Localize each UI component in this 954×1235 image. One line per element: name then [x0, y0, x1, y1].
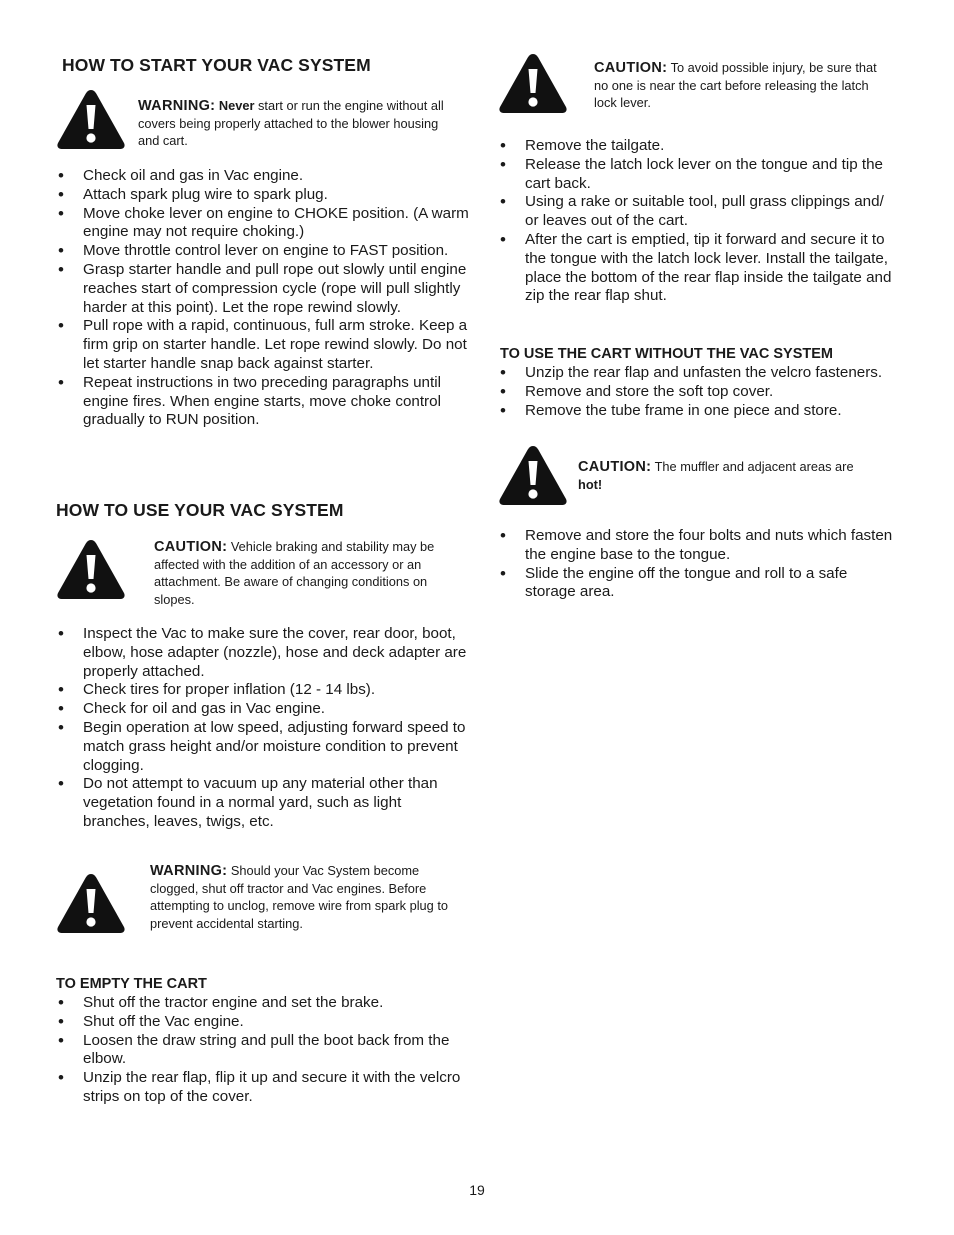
caution-keyword: CAUTION:	[594, 60, 668, 76]
list-item: • Shut off the Vac engine.	[56, 1013, 470, 1032]
list-item: • Using a rake or suitable tool, pull grass clippings and/ or leaves out of the cart.	[498, 193, 900, 231]
list-item: • Grasp starter handle and pull rope out slowly until engine reaches start of compression cycle (rope will pull slightly harder at this point). Let the rope rewind slowly.	[56, 261, 470, 317]
list-item: • Unzip the rear flap, flip it up and secure it with the velcro strips on top of the cover.	[56, 1069, 470, 1107]
list-item: • Loosen the draw string and pull the boot back from the elbow.	[56, 1032, 470, 1070]
list-item: • Repeat instructions in two preceding paragraphs until engine fires. When engine starts, move choke control gradually to RUN position.	[56, 374, 470, 430]
muffler-caution-notice	[498, 444, 898, 506]
list-item: • Shut off the tractor engine and set the brake.	[56, 994, 470, 1013]
caution-bold-word: hot!	[578, 477, 603, 493]
list-item: • Release the latch lock lever on the tongue and tip the cart back.	[498, 156, 900, 194]
start-section-heading: HOW TO START YOUR VAC SYSTEM	[62, 55, 371, 75]
start-warning-notice	[56, 88, 466, 154]
list-item: • Slide the engine off the tongue and roll to a safe storage area.	[498, 565, 900, 603]
caution-text: To avoid possible injury, be sure that no one is near the cart before releasing the latch lock lever.	[594, 60, 877, 111]
warning-bold-word: Never	[218, 98, 255, 113]
list-item: • After the cart is emptied, tip it forward and secure it to the tongue with the latch lock lever. Install the tailgate, place the bottom of the rear flap inside the tailgate and zip the rear flap shut.	[498, 231, 900, 306]
list-item: • Check oil and gas in Vac engine.	[56, 167, 470, 186]
list-item: • Unzip the rear flap and unfasten the velcro fasteners.	[498, 364, 900, 383]
caution-text: Vehicle braking and stability may be affected with the addition of an accessory or an attachment. Be aware of changing conditions on slopes.	[154, 539, 435, 607]
empty-cart-continued-list	[498, 137, 900, 306]
list-item: • Check for oil and gas in Vac engine.	[56, 700, 470, 719]
use-steps-list	[56, 625, 470, 832]
list-item: • Check tires for proper inflation (12 - 14 lbs).	[56, 681, 470, 700]
list-item: • Do not attempt to vacuum up any material other than vegetation found in a normal yard, such as light branches, leaves, twigs, etc.	[56, 775, 470, 831]
without-vac-list	[498, 364, 900, 420]
list-item: • Remove and store the four bolts and nuts which fasten the engine base to the tongue.	[498, 527, 900, 565]
list-item: • Begin operation at low speed, adjusting forward speed to match grass height and/or moisture condition to prevent clogging.	[56, 719, 470, 775]
list-item: • Remove the tube frame in one piece and store.	[498, 402, 900, 421]
warning-keyword: WARNING:	[150, 863, 228, 879]
warning-text: start or run the engine without all covers being properly attached to the blower housing and cart.	[138, 98, 444, 149]
use-section-heading: HOW TO USE YOUR VAC SYSTEM	[56, 500, 344, 520]
list-item: • Pull rope with a rapid, continuous, full arm stroke. Keep a firm grip on starter handle. Let rope rewind slowly. Do not let starter handle snap back against starter.	[56, 317, 470, 373]
list-item: • Move choke lever on engine to CHOKE position. (A warm engine may not require choking.)	[56, 205, 470, 243]
list-item: • Move throttle control lever on engine to FAST position.	[56, 242, 470, 261]
latch-caution-notice	[498, 52, 898, 116]
warning-triangle-icon	[56, 88, 126, 150]
warning-triangle-icon	[498, 444, 568, 506]
engine-removal-list	[498, 527, 900, 602]
warning-triangle-icon	[498, 52, 568, 114]
warning-keyword: WARNING:	[138, 98, 216, 114]
use-caution-notice	[56, 538, 466, 610]
caution-text: The muffler and adjacent areas are	[654, 459, 854, 474]
caution-keyword: CAUTION:	[578, 459, 652, 475]
empty-cart-list	[56, 994, 470, 1107]
caution-keyword: CAUTION:	[154, 539, 228, 555]
clog-warning-notice	[56, 862, 466, 952]
start-steps-list	[56, 167, 470, 430]
warning-triangle-icon	[56, 872, 126, 934]
list-item: • Remove and store the soft top cover.	[498, 383, 900, 402]
list-item: • Attach spark plug wire to spark plug.	[56, 186, 470, 205]
list-item: • Remove the tailgate.	[498, 137, 900, 156]
list-item: • Inspect the Vac to make sure the cover, rear door, boot, elbow, hose adapter (nozzle), hose and deck adapter are properly attached.	[56, 625, 470, 681]
warning-text: Should your Vac System become clogged, shut off tractor and Vac engines. Before attempting to unclog, remove wire from spark plug to prevent accidental starting.	[150, 863, 449, 931]
without-vac-heading: TO USE THE CART WITHOUT THE VAC SYSTEM	[500, 346, 833, 362]
empty-cart-heading: TO EMPTY THE CART	[56, 976, 207, 992]
page-number: 19	[469, 1182, 485, 1198]
warning-triangle-icon	[56, 538, 126, 600]
